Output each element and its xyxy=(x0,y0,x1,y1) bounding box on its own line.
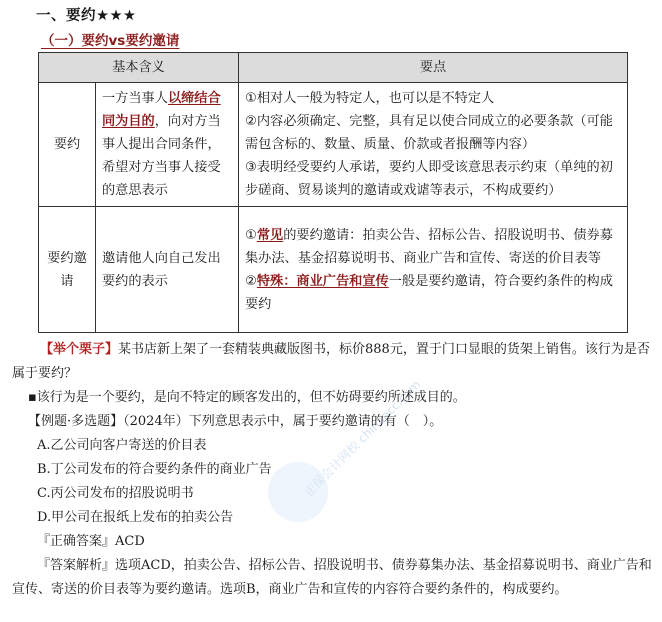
point-highlight: 特殊：商业广告和宣传 xyxy=(256,273,389,289)
points-offer xyxy=(239,83,628,207)
example-paragraph xyxy=(12,338,658,385)
answer-analysis: 『答案解析』选项ACD，拍卖公告、招标公告、招股说明书、债券募集办法、基金招募说明书、商业广告和宣传、寄送的价目表等为要约邀请。选项B，商业广告和宣传的内容符合要约条件的，构成要约。 xyxy=(12,558,652,597)
point-item: ③表明经受要约人承诺，要约人即受该意思表示约束（单纯的初步磋商、贸易谈判的邀请或戏谑等表示，不构成要约） xyxy=(245,160,613,198)
definition-offer xyxy=(96,83,239,207)
point-item xyxy=(245,224,621,270)
definition-highlight: 以缔结合同为目的 xyxy=(102,91,221,129)
watermark-text: 正保会计网校 chinaacc.com xyxy=(301,377,424,500)
definition-text-rest: ，向对方当事人提出合同条件，希望对方当事人接受的意思表示 xyxy=(102,114,221,198)
point-item: ②内容必须确定、完整，具有足以使合同成立的必要条款（可能需包含标的、数量、质量、价款或者报酬等内容） xyxy=(245,114,613,152)
header-basic-meaning: 基本含义 xyxy=(39,53,239,83)
example-answer: ▪该行为是一个要约，是向不特定的顾客发出的，但不妨碍要约所述成目的。 xyxy=(28,390,466,405)
option-c: C.丙公司发布的招股说明书 xyxy=(37,486,194,501)
importance-stars: ★★★ xyxy=(96,8,137,24)
point-text: 一般是要约邀请，符合要约条件的构成要约 xyxy=(245,273,613,312)
point-text: 的要约邀请：拍卖公告、招标公告、招股说明书、债券募集办法、基金招募说明书、商业广告和宣传、寄送的价目表等 xyxy=(245,227,613,266)
subsection-heading: （一）要约vs要约邀请 xyxy=(41,33,180,49)
option-d: D.甲公司在报纸上发布的拍卖公告 xyxy=(37,510,234,525)
table-header-row xyxy=(39,53,628,83)
point-highlight: 常见 xyxy=(256,227,284,243)
term-invitation: 要约邀请 xyxy=(39,207,96,333)
section-title: 一、要约 xyxy=(36,8,96,24)
question-title: 【例题·多选题】（2024年）下列意思表示中，属于要约邀请的有（ ）。 xyxy=(28,414,443,429)
table-row xyxy=(39,83,628,207)
correct-answer: 『正确答案』ACD xyxy=(37,534,145,549)
term-offer: 要约 xyxy=(39,83,96,207)
header-key-points: 要点 xyxy=(239,53,628,83)
example-tag: 【举个栗子】 xyxy=(40,342,119,357)
definition-text: 一方当事人 xyxy=(102,91,168,106)
option-a: A.乙公司向客户寄送的价目表 xyxy=(37,438,207,453)
point-item xyxy=(245,270,621,316)
definition-invitation: 邀请他人向自己发出要约的表示 xyxy=(96,207,239,333)
point-prefix: ② xyxy=(245,273,257,289)
point-prefix: ① xyxy=(245,227,257,243)
option-b: B.丁公司发布的符合要约条件的商业广告 xyxy=(37,462,272,477)
example-text: 某书店新上架了一套精装典藏版图书，标价888元，置于门口显眼的货架上销售。该行为是否属于要约？ xyxy=(12,342,650,381)
table-row xyxy=(39,207,628,333)
points-invitation xyxy=(239,207,628,333)
point-item: ①相对人一般为特定人，也可以是不特定人 xyxy=(245,91,495,106)
section-heading xyxy=(36,4,137,25)
comparison-table xyxy=(38,52,628,333)
